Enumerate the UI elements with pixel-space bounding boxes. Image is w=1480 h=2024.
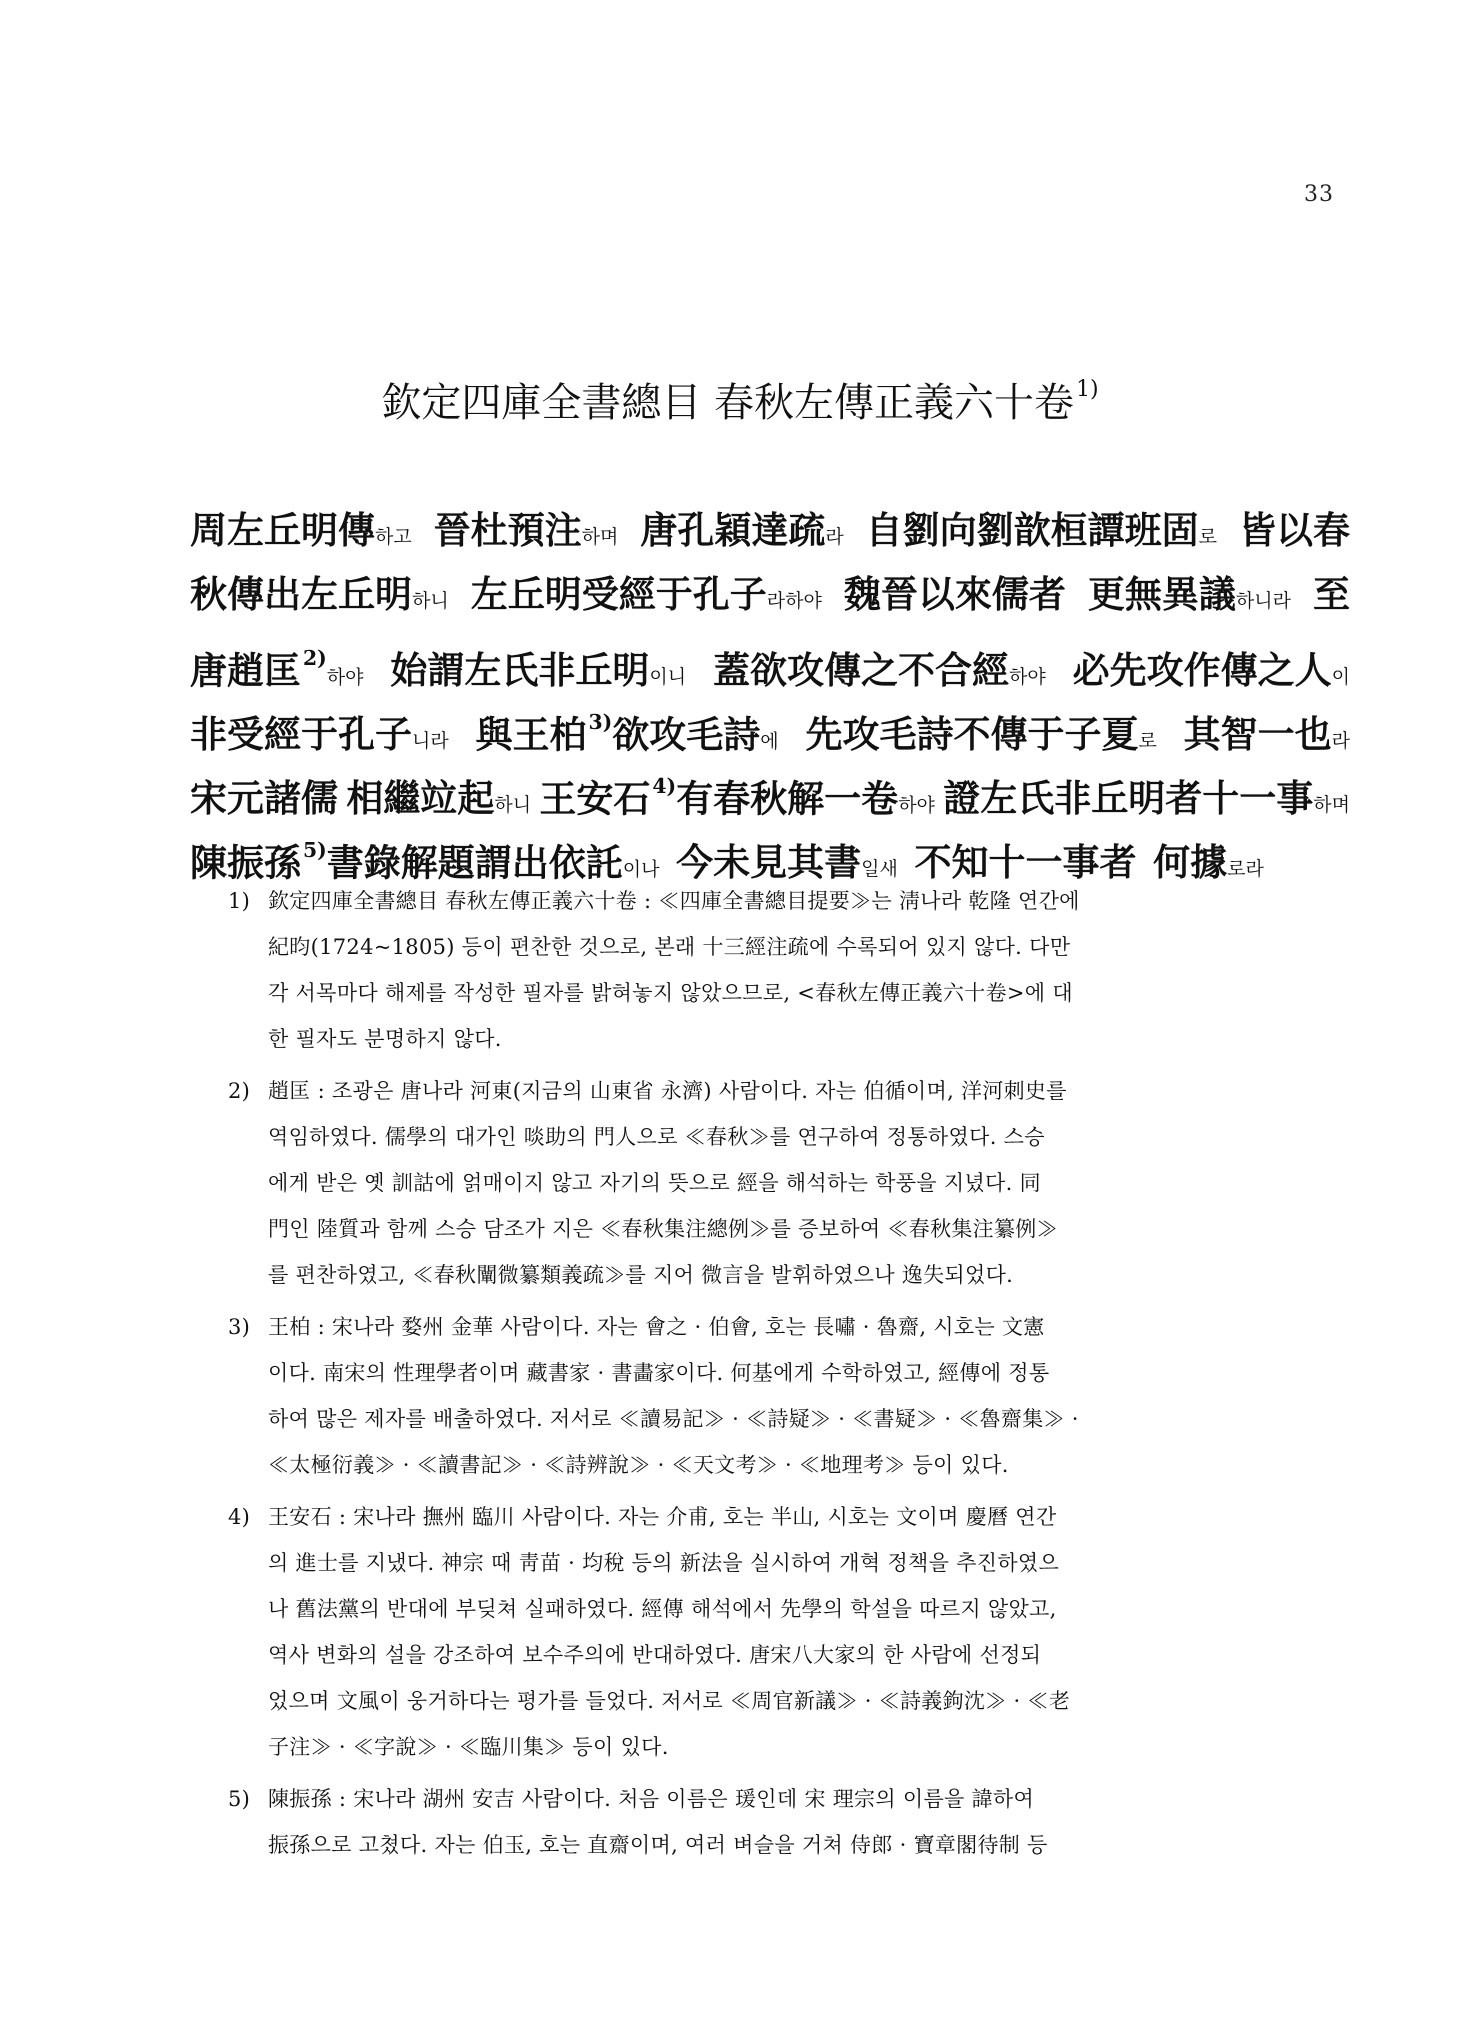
main-text-phrase — [190, 562, 449, 626]
hangul-particle: 로라 — [1227, 858, 1264, 881]
hanja-text: 晉杜預注 — [433, 508, 582, 552]
footnote-ref: 2) — [303, 646, 327, 670]
hanja-text: 唐趙匡 — [190, 648, 301, 690]
page-title — [0, 362, 1480, 431]
hangul-particle: 로 — [1198, 526, 1218, 548]
footnote-line: 하여 많은 제자를 배출하였다. 저서로 ≪讀易記≫ · ≪詩疑≫ · ≪書疑≫ · ≪魯齋集≫ · — [268, 1407, 1079, 1431]
hangul-particle: 라 — [1331, 730, 1350, 753]
main-text — [190, 498, 1350, 882]
hangul-particle: 라 — [825, 526, 844, 548]
hangul-particle: 이나 — [622, 858, 660, 881]
main-text-phrase — [539, 754, 935, 818]
hanja-text: 皆以春 — [1238, 508, 1350, 552]
footnote-text: 欽定四庫全書總目 春秋左傳正義六十卷 : ≪四庫全書總目提要≫는 淸나라 乾隆 연간에 — [268, 889, 1080, 913]
hanja-text: 始謂左氏非丘明 — [390, 648, 650, 690]
footnote-line: 각 서목마다 해제를 작성한 필자를 밝혀놓지 않았으므로, <春秋左傳正義六十卷>에 대 — [268, 981, 1073, 1005]
footnote-ref: 5) — [303, 838, 327, 862]
hanja-text: 必先攻作傳之人 — [1072, 648, 1332, 690]
footnote-number: 1) — [228, 889, 251, 913]
hanja-text: 魏晉以來儒者 — [843, 572, 1066, 616]
main-text-phrase — [915, 830, 1137, 882]
main-text-phrase — [866, 498, 1217, 562]
main-text-phrase — [190, 818, 660, 882]
footnote-number: 2) — [228, 1079, 251, 1103]
footnote-text: 陳振孫 : 宋나라 湖州 安吉 사람이다. 처음 이름은 瑗인데 宋 理宗의 이름을 諱하여 — [268, 1787, 1035, 1811]
hangul-particle: 하야 — [326, 666, 364, 689]
hanja-text: 更無異議 — [1087, 572, 1236, 616]
hanja-text: 非受經于孔子 — [190, 712, 412, 754]
hanja-text: 其智一也 — [1183, 712, 1332, 754]
main-text-phrase — [1313, 562, 1350, 626]
hanja-text: 書錄解題謂出依託 — [326, 840, 623, 882]
main-text-line — [190, 818, 1350, 882]
footnote-line: 에게 받은 옛 訓詁에 얽매이지 않고 자기의 뜻으로 經을 해석하는 학풍을 지녔다. 同 — [268, 1171, 1041, 1195]
hanja-text: 陳振孫 — [190, 840, 301, 882]
hangul-particle: 하고 — [375, 526, 412, 548]
main-text-phrase — [476, 690, 779, 754]
main-text-phrase — [190, 498, 412, 562]
main-text-phrase — [844, 562, 1066, 626]
footnote-first-line — [228, 878, 1356, 924]
footnote-text: 王安石 : 宋나라 撫州 臨川 사람이다. 자는 介甫, 호는 半山, 시호는 文이며 慶曆 연간 — [268, 1505, 1057, 1529]
hangul-particle: 하니 — [412, 590, 449, 612]
hanja-text: 證左氏非丘明者十一事 — [943, 776, 1314, 818]
footnote-line: 나 舊法黨의 반대에 부딪쳐 실패하였다. 經傳 해석에서 先學의 학설을 따르지 않았고, — [268, 1597, 1057, 1621]
footnote-number: 5) — [228, 1787, 251, 1811]
hangul-particle: 일새 — [861, 858, 898, 881]
main-text-line — [190, 498, 1350, 562]
main-text-phrase — [1239, 498, 1350, 562]
hanja-text: 不知十一事者 — [914, 840, 1137, 882]
hanja-text: 王安石 — [539, 776, 651, 818]
main-text-phrase — [190, 702, 449, 754]
hangul-particle: 하야 — [898, 794, 935, 817]
main-text-phrase — [1153, 830, 1264, 882]
footnote — [228, 878, 1356, 1062]
hanja-text: 自劉向劉歆桓譚班固 — [865, 508, 1199, 552]
footnote-text: 趙匡 : 조광은 唐나라 河東(지금의 山東省 永濟) 사람이다. 자는 伯循이며, 洋河刺史를 — [268, 1079, 1067, 1103]
main-text-phrase — [346, 766, 531, 818]
main-text-phrase — [1073, 638, 1350, 690]
hangul-particle: 로 — [1138, 730, 1157, 753]
main-text-phrase — [805, 702, 1156, 754]
hangul-particle: 하야 — [1009, 666, 1046, 689]
footnote-line: 이다. 南宋의 性理學者이며 藏書家 · 書畵家이다. 何基에게 수학하였고, 經傳에 정통 — [268, 1361, 1050, 1385]
footnote-first-line — [228, 1304, 1356, 1350]
hanja-text: 欲攻毛詩 — [612, 712, 761, 754]
footnote-number: 3) — [228, 1315, 251, 1339]
main-text-line — [190, 562, 1350, 626]
hanja-text: 唐孔穎達疏 — [640, 508, 826, 552]
footnote-line: 역사 변화의 설을 강조하여 보수주의에 반대하였다. 唐宋八大家의 한 사람에 선정되 — [268, 1643, 1042, 1667]
hanja-text: 宋元諸儒 — [190, 776, 338, 818]
footnotes — [228, 878, 1356, 1874]
page-number: 33 — [1304, 182, 1334, 207]
hangul-particle: 하며 — [1313, 794, 1350, 817]
main-text-phrase — [1184, 702, 1350, 754]
main-text-phrase — [390, 638, 686, 690]
main-text-line — [190, 626, 1350, 690]
footnote-ref: 3) — [588, 710, 613, 734]
hanja-text: 先攻毛詩不傳于子夏 — [805, 712, 1139, 754]
main-text-phrase — [434, 498, 619, 562]
title-footnote-ref: 1) — [1076, 377, 1099, 402]
footnote-line: 紀昀(1724~1805) 등이 편찬한 것으로, 본래 十三經注疏에 수록되어 있지 않다. 다만 — [268, 935, 1071, 959]
main-text-phrase — [713, 638, 1046, 690]
hangul-particle: 니라 — [412, 730, 449, 753]
main-text-line — [190, 754, 1350, 818]
footnote — [228, 1304, 1356, 1488]
hangul-particle: 하니라 — [1235, 590, 1291, 612]
hanja-text: 至 — [1312, 572, 1350, 616]
hanja-text: 秋傳出左丘明 — [190, 572, 412, 616]
hanja-text: 有春秋解一卷 — [676, 776, 899, 818]
hangul-particle: 라하야 — [766, 590, 822, 612]
footnote-ref: 4) — [652, 774, 677, 798]
footnote-line: 子注≫ · ≪字說≫ · ≪臨川集≫ 등이 있다. — [268, 1735, 669, 1759]
main-text-phrase — [190, 766, 338, 818]
footnote-first-line — [228, 1494, 1356, 1540]
footnote-text: 王柏 : 宋나라 婺州 金華 사람이다. 자는 會之 · 伯會, 호는 長嘯 · 魯齋, 시호는 文憲 — [268, 1315, 1045, 1339]
footnote-line: ≪太極衍義≫ · ≪讀書記≫ · ≪詩辨說≫ · ≪天文考≫ · ≪地理考≫ 등이 있다. — [268, 1453, 1009, 1477]
footnote-line: 振孫으로 고쳤다. 자는 伯玉, 호는 直齋이며, 여러 벼슬을 거쳐 侍郎 · 寶章閣待制 등 — [268, 1833, 1048, 1857]
main-text-phrase — [1088, 562, 1291, 626]
hangul-particle: 이니 — [649, 666, 687, 689]
hangul-particle: 에 — [760, 730, 779, 753]
footnote-line: 역임하였다. 儒學의 대가인 啖助의 門人으로 ≪春秋≫를 연구하여 정통하였다. 스승 — [268, 1125, 1045, 1149]
footnote-line: 의 進士를 지냈다. 神宗 때 靑苗 · 均稅 등의 新法을 실시하여 개혁 정책을 추진하였으 — [268, 1551, 1060, 1575]
footnote — [228, 1494, 1356, 1770]
hanja-text: 今未見其書 — [676, 840, 862, 882]
hangul-particle: 이 — [1331, 666, 1350, 689]
hanja-text: 左丘明受經于孔子 — [470, 572, 767, 616]
hangul-particle: 하니 — [494, 794, 532, 817]
footnote-first-line — [228, 1776, 1356, 1822]
footnote-line: 를 편찬하였고, ≪春秋闡微纂類義疏≫를 지어 微言을 발휘하였으나 逸失되었다. — [268, 1263, 1014, 1287]
hangul-particle: 하며 — [581, 526, 619, 548]
footnote — [228, 1068, 1356, 1298]
hanja-text: 與王柏 — [475, 712, 587, 754]
hanja-text: 何據 — [1153, 840, 1228, 882]
footnote-line: 한 필자도 분명하지 않다. — [268, 1027, 502, 1051]
main-text-phrase — [471, 562, 822, 626]
hanja-text: 相繼竝起 — [346, 776, 495, 818]
main-text-phrase — [190, 626, 364, 690]
hanja-text: 周左丘明傳 — [190, 508, 375, 552]
footnote-line: 門인 陸質과 함께 스승 담조가 지은 ≪春秋集注總例≫를 증보하여 ≪春秋集注纂例≫ — [268, 1217, 1058, 1241]
footnote-line: 었으며 文風이 웅거하다는 평가를 들었다. 저서로 ≪周官新議≫ · ≪詩義鉤沈≫ · ≪老 — [268, 1689, 1071, 1713]
hanja-text: 蓋欲攻傳之不合經 — [713, 648, 1009, 690]
page-title-text: 欽定四庫全書總目 春秋左傳正義六十卷 — [381, 379, 1075, 426]
main-text-phrase — [640, 498, 843, 562]
footnote-first-line — [228, 1068, 1356, 1114]
footnote-number: 4) — [228, 1505, 251, 1529]
main-text-line — [190, 690, 1350, 754]
main-text-phrase — [943, 766, 1350, 818]
main-text-phrase — [676, 830, 898, 882]
footnote — [228, 1776, 1356, 1868]
